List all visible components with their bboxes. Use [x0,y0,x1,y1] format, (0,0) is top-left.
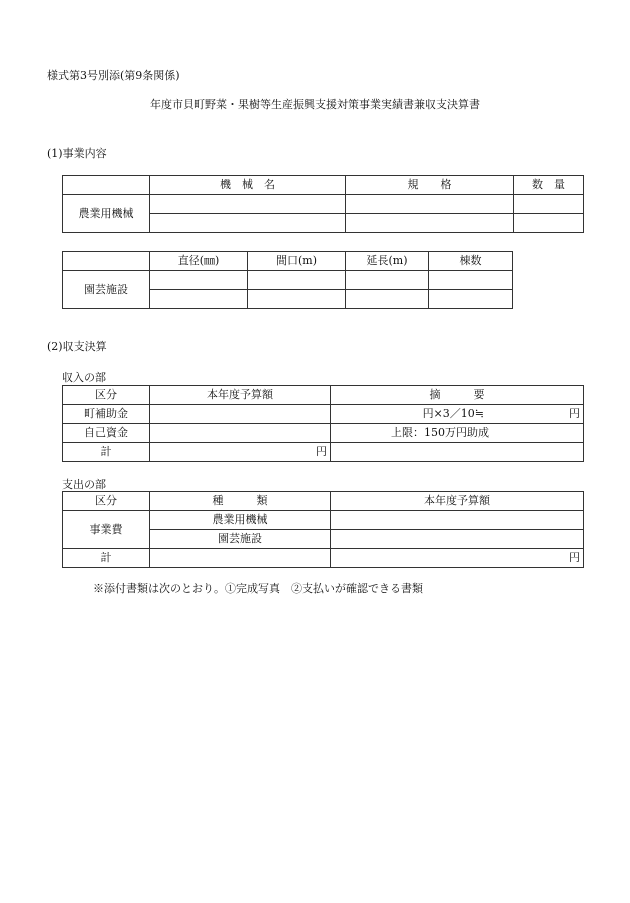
machinery-qty-header: 数 量 [514,176,584,195]
income-town-subsidy-note [331,405,584,424]
expense-label: 支出の部 [62,478,106,491]
attachment-note: ※添付書類は次のとおり。①完成写真 ②支払いが確認できる書類 [93,582,423,595]
expense-total-amount[interactable]: 円 [331,549,584,568]
expense-facility-input[interactable] [331,530,584,549]
expense-table [62,491,584,568]
subsidy-limit-note: 上限：150万円助成 [391,426,489,439]
form-label: 様式第3号別添(第9条関係) [47,69,180,82]
diameter-input[interactable] [150,271,248,290]
frontage-header: 間口(m) [248,252,346,271]
document-title: 年度市貝町野菜・果樹等生産振興支援対策事業実績書兼収支決算書 [150,98,480,111]
income-own-funds-label: 自己資金 [63,424,150,443]
income-category-header: 区分 [63,386,150,405]
machinery-spec-header: 規 格 [346,176,514,195]
building-count-header: 棟数 [429,252,513,271]
machinery-row-label: 農業用機械 [63,195,150,233]
machinery-name-header: 機 械 名 [150,176,346,195]
empty-cell [63,252,150,271]
expense-type-header: 種 類 [150,492,331,511]
income-total-label: 計 [63,443,150,462]
length-input[interactable] [346,290,429,309]
section2-heading: (2)収支決算 [47,340,107,353]
machinery-qty-input[interactable] [514,214,584,233]
empty-cell [63,176,150,195]
income-table [62,385,584,462]
empty-cell [331,443,584,462]
building-count-input[interactable] [429,290,513,309]
machinery-spec-input[interactable] [346,214,514,233]
machinery-name-input[interactable] [150,195,346,214]
frontage-input[interactable] [248,271,346,290]
empty-cell [150,549,331,568]
income-total-amount[interactable]: 円 [150,443,331,462]
diameter-header: 直径(㎜) [150,252,248,271]
income-note-header: 摘 要 [331,386,584,405]
income-own-funds-note [331,424,584,443]
facility-row-label: 園芸施設 [63,271,150,309]
yen-unit: 円 [569,407,580,420]
length-header: 延長(m) [346,252,429,271]
machinery-qty-input[interactable] [514,195,584,214]
length-input[interactable] [346,271,429,290]
expense-project-cost-label: 事業費 [63,511,150,549]
diameter-input[interactable] [150,290,248,309]
income-town-subsidy-label: 町補助金 [63,405,150,424]
building-count-input[interactable] [429,271,513,290]
income-label: 収入の部 [62,371,106,384]
income-town-subsidy-input[interactable] [150,405,331,424]
expense-category-header: 区分 [63,492,150,511]
income-own-funds-input[interactable] [150,424,331,443]
machinery-name-input[interactable] [150,214,346,233]
expense-total-label: 計 [63,549,150,568]
expense-type-facility: 園芸施設 [150,530,331,549]
frontage-input[interactable] [248,290,346,309]
subsidy-formula: 円×3／10≒ [422,407,484,420]
expense-budget-header: 本年度予算額 [331,492,584,511]
machinery-table [62,175,584,233]
machinery-spec-input[interactable] [346,195,514,214]
facility-table [62,251,513,309]
expense-machinery-input[interactable] [331,511,584,530]
section1-heading: (1)事業内容 [47,147,107,160]
income-budget-header: 本年度予算額 [150,386,331,405]
expense-type-machinery: 農業用機械 [150,511,331,530]
